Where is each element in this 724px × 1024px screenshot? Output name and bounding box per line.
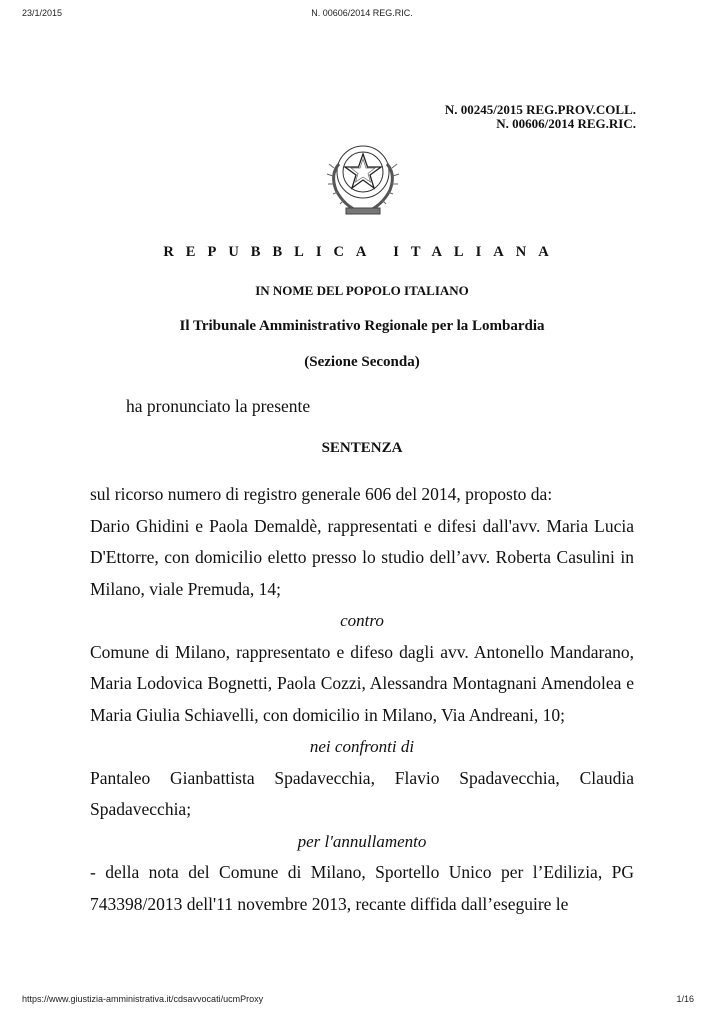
counterparties-label: nei confronti di [309, 737, 415, 756]
republic-heading: REPUBBLICA ITALIANA [163, 244, 561, 260]
respondent-paragraph: Comune di Milano, rappresentato e difeso dagli avv. Antonello Mandarano, Maria Lodovica Bognetti, Paola Cozzi, Alessandra Montagnani Amendolea e Maria Giulia Schiavelli, con domicilio in Milano, Via Andreani, 10; [90, 641, 634, 725]
source-url: https://www.giustizia-amministrativa.it/cdsavvocati/ucmProxy [22, 994, 264, 1004]
against-label: contro [340, 611, 384, 630]
reg-prov-coll: N. 00245/2015 REG.PROV.COLL. [444, 102, 636, 117]
annulment-item: - della nota del Comune di Milano, Sportello Unico per l’Edilizia, PG 743398/2013 dell'11 novembre 2013, recante diffida dall’eseguire le [90, 862, 634, 914]
judgment-body [90, 479, 634, 920]
italian-republic-emblem-icon [322, 134, 404, 224]
print-title: N. 00606/2014 REG.RIC. [311, 8, 413, 18]
print-date: 23/1/2015 [22, 8, 63, 18]
annulment-label: per l'annullamento [297, 831, 427, 851]
pronouncement-line: ha pronunciato la presente [126, 396, 311, 416]
court-section: (Sezione Seconda) [304, 354, 420, 370]
registry-references [445, 103, 636, 131]
appellants-paragraph: Dario Ghidini e Paola Demaldè, rappresentati e difesi dall'avv. Maria Lucia D'Ettorre, con domicilio eletto presso lo studio dell’avv. Roberta Casulini in Milano, viale Premuda, 14; [90, 515, 634, 599]
court-name: Il Tribunale Amministrativo Regionale per la Lombardia [179, 318, 545, 334]
page-number: 1/16 [676, 994, 694, 1004]
counterparties-paragraph: Pantaleo Gianbattista Spadavecchia, Flavio Spadavecchia, Claudia Spadavecchia; [90, 767, 634, 819]
appeal-intro: sul ricorso numero di registro generale 606 del 2014, proposto da: [90, 484, 553, 504]
people-heading: IN NOME DEL POPOLO ITALIANO [255, 283, 469, 298]
judgment-title: SENTENZA [321, 440, 403, 456]
reg-ric: N. 00606/2014 REG.RIC. [496, 116, 636, 131]
